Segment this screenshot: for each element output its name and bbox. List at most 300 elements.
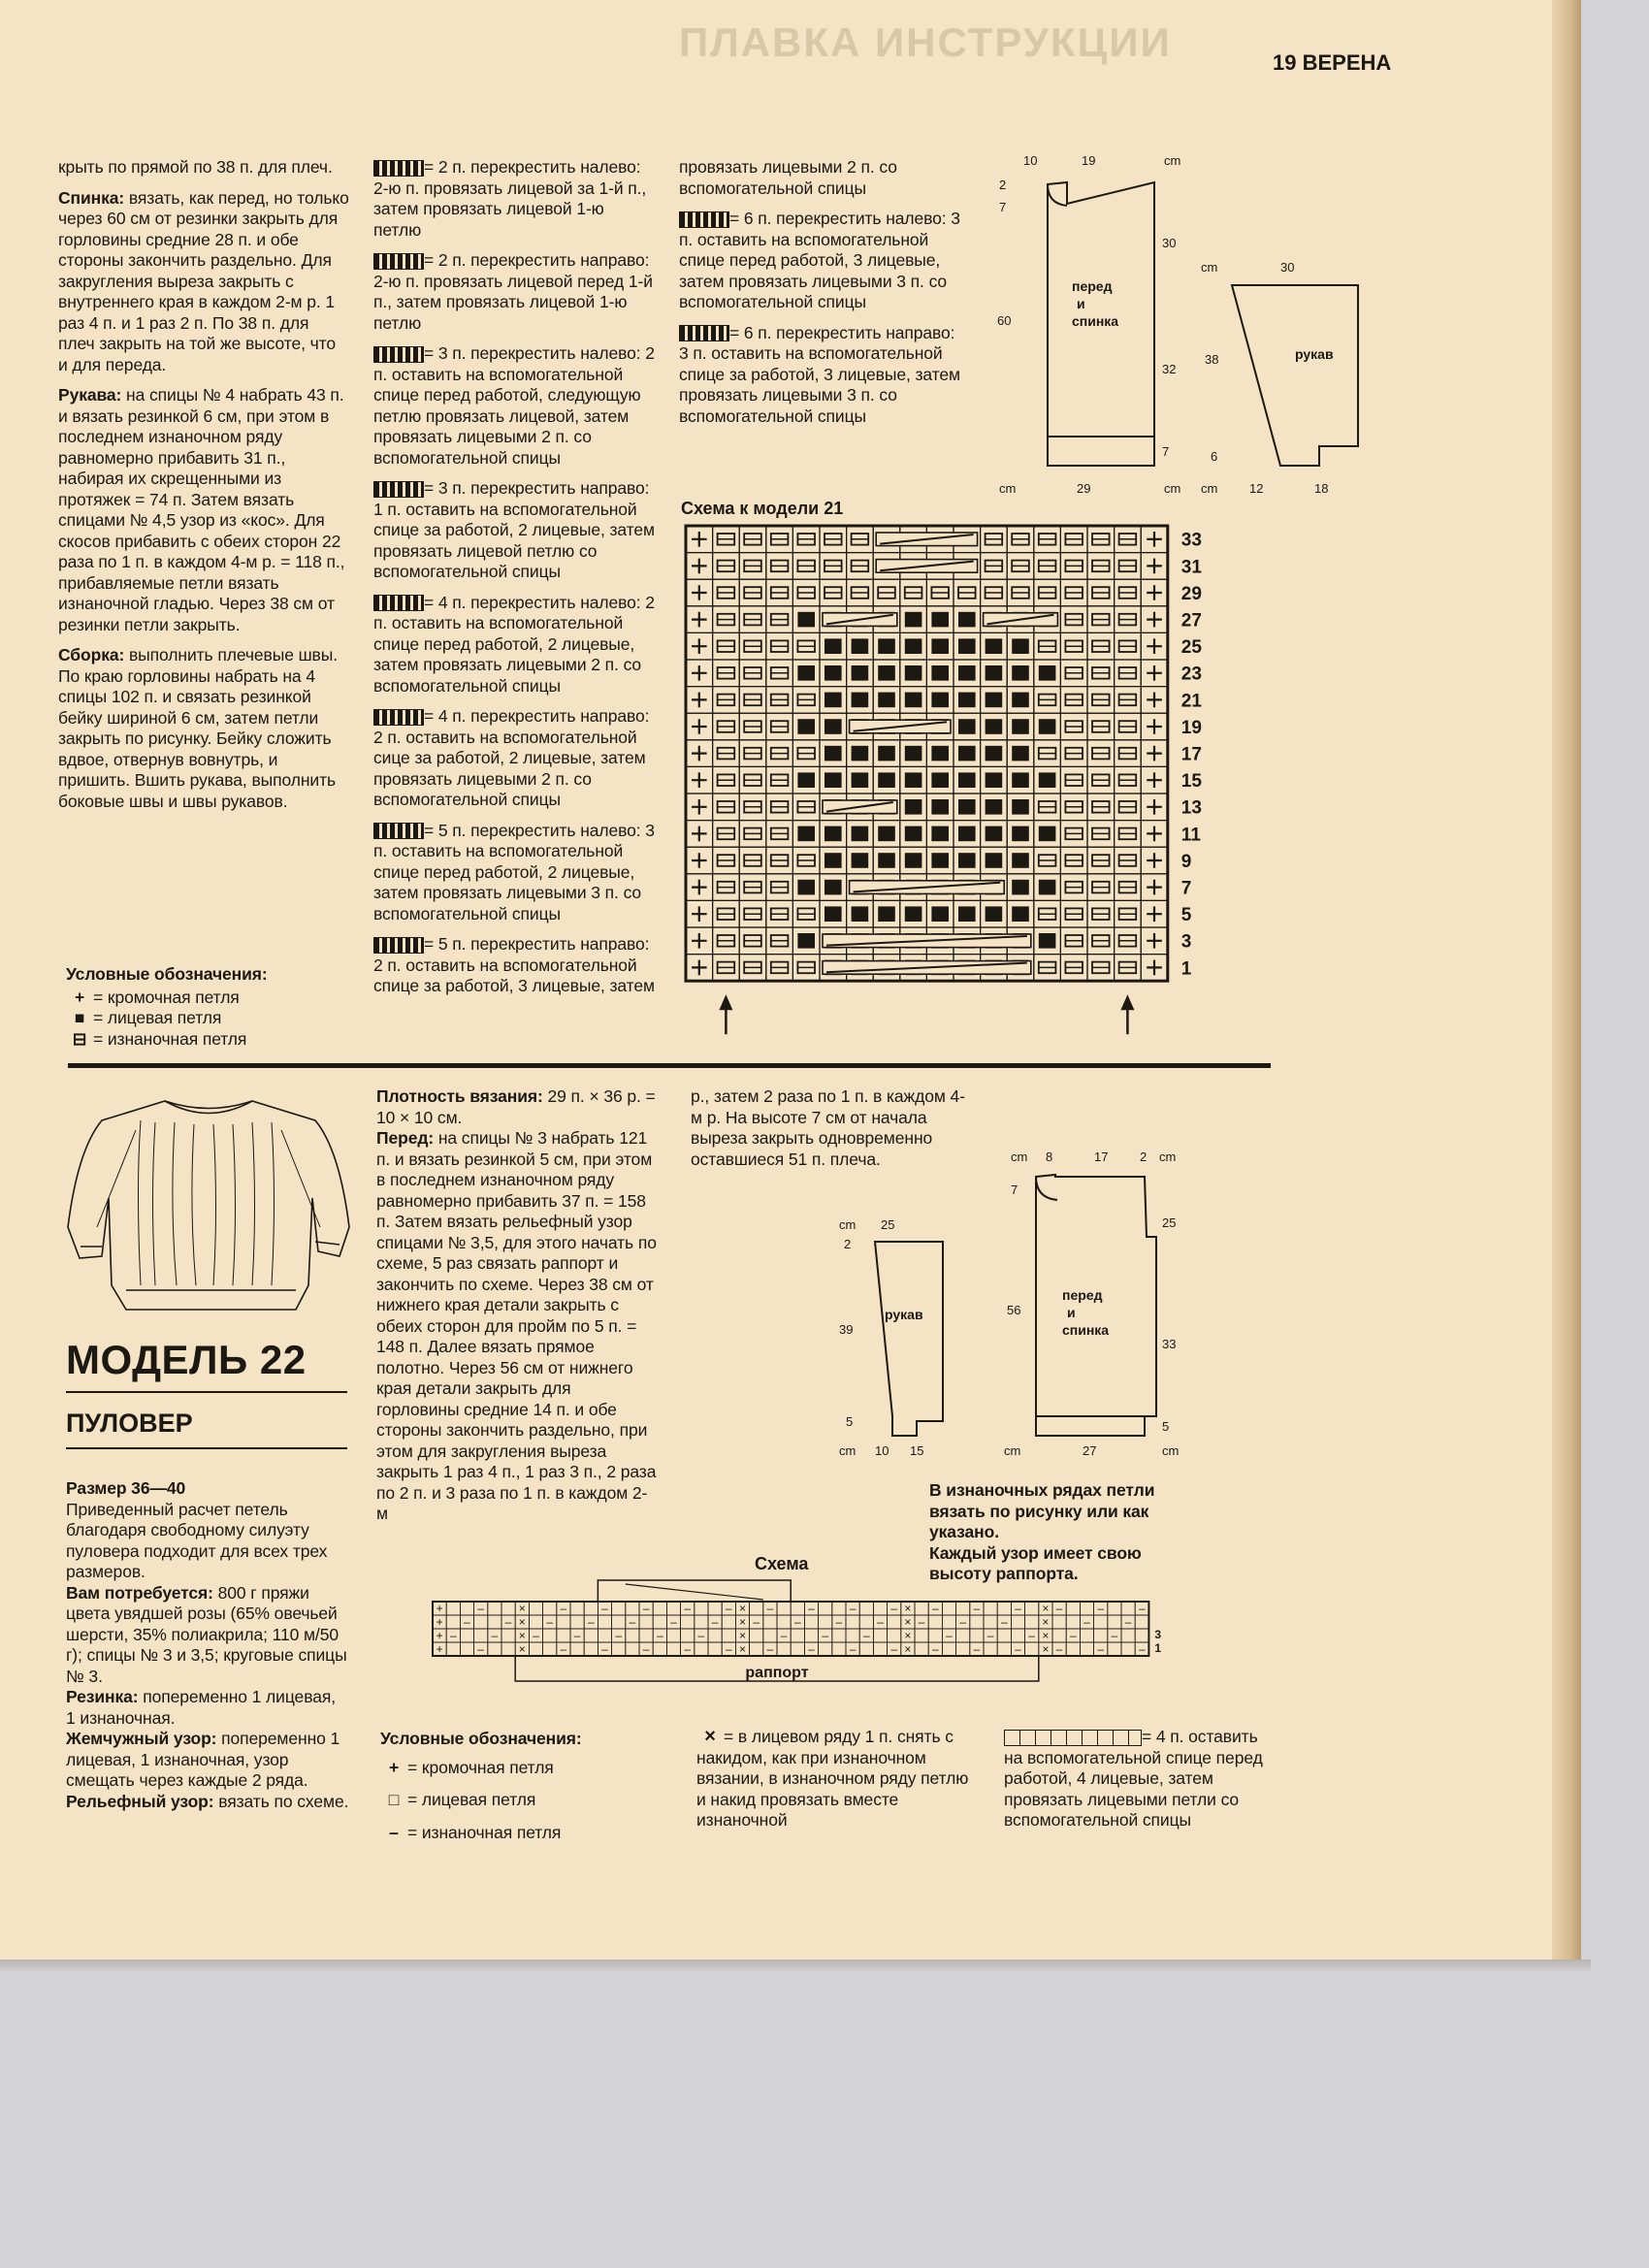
scheme-cell <box>681 1629 695 1642</box>
scheme-cell <box>653 1615 666 1629</box>
scheme-cell <box>859 1602 873 1615</box>
legend-item: + = кромочная петля <box>388 1757 554 1777</box>
row-number: 17 <box>1180 744 1202 765</box>
sweater-illustration <box>58 1091 359 1324</box>
svg-text:2: 2 <box>999 178 1007 192</box>
svg-text:17: 17 <box>1094 1150 1109 1164</box>
front-instructions: Перед: на спицы № 3 набрать 121 п. и вязать резинкой 5 см, при этом в последнем изнаночном ряду равномерно прибавить 37 п. = 158 п. Затем вязать рельефный узор спицами № 3,5, для этого начать по схеме, 5 раз связать раппорт и закончить по схеме. Через 38 см от нижнего края детали закрыть с обеих сторон для пройм по 5 п. = 148 п. Далее вязать прямое полотно. Через 56 см от нижнего края детали закрыть для горловины средние 14 п. и обе стороны закончить раздельно, при этом для закругления выреза закрыть 1 раз 4 п., 1 раз 3 п., 2 раза по 2 п. и 3 раза по 1 п. в каждом 2-м <box>376 1128 657 1523</box>
svg-text:+: + <box>436 1615 443 1629</box>
scheme-cell <box>984 1615 997 1629</box>
pearl-stitch: Жемчужный узор: попеременно 1 лицевая, 1 изнаночная, узор смещать через каждые 2 ряда. <box>66 1729 340 1790</box>
scheme-cell <box>1066 1615 1080 1629</box>
column-2 <box>373 157 655 1007</box>
scheme-cell <box>735 1602 749 1615</box>
notes <box>929 1480 1196 1585</box>
scheme-cell <box>888 1615 901 1629</box>
scheme-cell <box>819 1602 832 1615</box>
svg-text:8: 8 <box>1046 1150 1053 1164</box>
svg-text:27: 27 <box>1083 1443 1097 1458</box>
scheme-cell <box>598 1642 611 1656</box>
svg-text:–: – <box>546 1615 554 1629</box>
scheme-cell <box>446 1602 460 1615</box>
scheme-cell <box>515 1642 529 1656</box>
legend-item: ⊟ = изнаночная петля <box>72 1028 247 1049</box>
svg-text:–: – <box>464 1615 470 1629</box>
svg-text:–: – <box>560 1642 567 1656</box>
scheme-cell <box>460 1602 473 1615</box>
scheme-cell <box>1011 1615 1024 1629</box>
svg-text:–: – <box>931 1602 939 1615</box>
model22-column-2 <box>376 1086 658 1525</box>
rapport-label: раппорт <box>745 1665 809 1681</box>
svg-text:cm: cm <box>1162 1443 1180 1458</box>
svg-text:–: – <box>642 1642 650 1656</box>
scheme-cell <box>777 1615 791 1629</box>
scheme-cell <box>681 1602 695 1615</box>
svg-text:и: и <box>1067 1305 1076 1320</box>
scheme-cell <box>846 1602 859 1615</box>
paragraph-assembly: Сборка: выполнить плечевые швы. По краю горловины набрать на 4 спицы 102 п. и связать резинкой бейку шириной 6 см, затем петли закрыть по рисунку. Бейку сложить вдвое, отвернув вовнутрь, и пришить. Вшить рукава, выполнить боковые швы и швы рукавов. <box>58 645 338 811</box>
scheme-cell <box>1039 1615 1052 1629</box>
scheme-cell <box>984 1642 997 1656</box>
ghost-header: ПЛАВКА ИНСТРУКЦИИ <box>679 19 1172 65</box>
cable-legend: = 3 п. перекрестить налево: 2 п. оставить на вспомогательной спице перед работой, следующую петлю провязать лицевой, затем провязать лицевыми 2 п. со вспомогательной спицы <box>373 343 655 468</box>
scheme-cell <box>750 1642 763 1656</box>
svg-text:cm: cm <box>1164 153 1181 168</box>
scheme-cell <box>529 1602 542 1615</box>
scheme-cell <box>708 1629 722 1642</box>
scheme-cell <box>970 1629 984 1642</box>
scheme-cell <box>1066 1602 1080 1615</box>
scheme-cell <box>681 1642 695 1656</box>
scheme-cell <box>832 1642 846 1656</box>
svg-text:–: – <box>973 1602 981 1615</box>
scheme-cell <box>1011 1602 1024 1615</box>
scheme-cell <box>956 1642 970 1656</box>
scheme-cell <box>1094 1615 1108 1629</box>
svg-text:спинка: спинка <box>1062 1322 1110 1338</box>
svg-text:–: – <box>1000 1615 1008 1629</box>
arrow-up-icon <box>719 994 732 1034</box>
svg-text:–: – <box>822 1629 829 1642</box>
scheme-cell <box>1066 1642 1080 1656</box>
scheme-cell <box>1011 1629 1024 1642</box>
scheme-cell <box>1135 1602 1148 1615</box>
bar-legend: = 4 п. оставить на вспомогательной спице перед работой, 4 лицевые, затем провязать лицевыми петли со вспомогательной спицы <box>1004 1727 1263 1830</box>
svg-text:–: – <box>656 1629 663 1642</box>
scheme-cell <box>570 1642 584 1656</box>
scheme-cell <box>997 1602 1011 1615</box>
scheme-cell <box>488 1602 501 1615</box>
cable-icon <box>373 823 424 839</box>
scheme-cell <box>804 1629 818 1642</box>
scheme-cell <box>446 1629 460 1642</box>
scheme-cell <box>639 1602 653 1615</box>
cable-legend: = 5 п. перекрестить налево: 3 п. оставить на вспомогательной спице перед работой, 2 лицевые, затем провязать лицевыми 3 п. со вспомогательной спицы <box>373 820 655 923</box>
svg-text:–: – <box>1097 1602 1105 1615</box>
cable-legend: = 6 п. перекрестить налево: 3 п. оставить на вспомогательной спице перед работой, 3 лицевые, затем провязать лицевыми 3 п. со вспомогательной спицы <box>679 209 960 311</box>
x-legend: × = в лицевом ряду 1 п. снять с накидом, как при изнаночном вязании, в изнаночном ряду петлю и накид провязать вместе изнаночной <box>696 1726 969 1830</box>
scheme-cell <box>819 1629 832 1642</box>
svg-text:–: – <box>862 1629 870 1642</box>
svg-text:×: × <box>518 1602 526 1615</box>
cable-cross <box>850 720 951 733</box>
scheme-cell <box>612 1615 626 1629</box>
scheme-cell <box>804 1615 818 1629</box>
scheme-cell <box>846 1615 859 1629</box>
scheme-cell <box>557 1602 570 1615</box>
svg-text:cm: cm <box>839 1217 857 1232</box>
pattern-diagram-21 <box>989 146 1377 504</box>
cable-icon <box>373 160 424 177</box>
scheme-cell <box>984 1629 997 1642</box>
scheme-cell <box>639 1629 653 1642</box>
svg-text:–: – <box>711 1615 719 1629</box>
svg-text:–: – <box>890 1602 898 1615</box>
svg-text:×: × <box>904 1615 912 1629</box>
row-number: 15 <box>1180 771 1202 793</box>
scheme-cell <box>501 1615 515 1629</box>
svg-text:56: 56 <box>1007 1303 1021 1317</box>
scheme-cell <box>626 1642 639 1656</box>
scheme-cell <box>1066 1629 1080 1642</box>
scheme-cell <box>1080 1642 1093 1656</box>
svg-text:–: – <box>725 1642 732 1656</box>
svg-text:–: – <box>753 1615 760 1629</box>
svg-text:–: – <box>808 1642 815 1656</box>
scheme-cell <box>501 1642 515 1656</box>
scheme-cell <box>777 1602 791 1615</box>
scheme-cell <box>997 1642 1011 1656</box>
svg-text:×: × <box>1042 1629 1050 1642</box>
svg-text:×: × <box>904 1642 912 1656</box>
row-number: 31 <box>1180 557 1202 578</box>
materials: Вам потребуется: 800 г пряжи цвета увядшей розы (65% овечьей шерсти, 35% полиакрила; 110 м/50 г); спицы № 3 и 3,5; круговые спицы № 3. <box>66 1582 347 1686</box>
cable-legend: = 2 п. перекрестить направо: 2-ю п. провязать лицевой перед 1-й п., затем провязать лицевой 1-ю петлю <box>373 250 653 333</box>
svg-text:cm: cm <box>1201 260 1218 275</box>
scheme-cell <box>584 1629 598 1642</box>
scheme-cell <box>1094 1642 1108 1656</box>
scheme-cell <box>626 1615 639 1629</box>
row-number: 21 <box>1180 691 1202 712</box>
svg-text:–: – <box>1028 1629 1036 1642</box>
scheme-cell <box>474 1642 488 1656</box>
pattern-diagram-22 <box>795 1140 1203 1470</box>
svg-text:–: – <box>587 1615 595 1629</box>
svg-text:+: + <box>436 1629 443 1642</box>
svg-text:перед: перед <box>1062 1287 1103 1303</box>
svg-text:–: – <box>877 1615 884 1629</box>
scheme-cell <box>1080 1629 1093 1642</box>
scheme-cell <box>819 1642 832 1656</box>
legend-item: □ = лицевая петля <box>388 1790 536 1809</box>
scheme-cell <box>474 1629 488 1642</box>
svg-text:–: – <box>1124 1615 1132 1629</box>
scheme-cell <box>474 1615 488 1629</box>
cable-cross <box>850 881 1005 894</box>
scheme-cell <box>433 1629 446 1642</box>
cable-legend: = 6 п. перекрестить направо: 3 п. оставить на вспомогательной спице за работой, 3 лицевые, затем провязать лицевыми 3 п. со вспомогательной спицы <box>679 322 960 426</box>
svg-text:cm: cm <box>839 1443 857 1458</box>
svg-text:–: – <box>670 1615 677 1629</box>
scheme-cell <box>584 1615 598 1629</box>
scheme-cell <box>460 1642 473 1656</box>
svg-text:×: × <box>738 1642 747 1656</box>
svg-text:–: – <box>601 1642 608 1656</box>
section-divider <box>68 1063 1271 1068</box>
scheme-top-block <box>598 1580 791 1602</box>
svg-text:–: – <box>808 1602 815 1615</box>
cable-cross <box>876 560 977 573</box>
svg-text:–: – <box>1015 1642 1021 1656</box>
paragraph-back: Спинка: вязать, как перед, но только через 60 см от резинки закрыть для горловины средние 28 п. и обе стороны закончить раздельно. Для закругления выреза закрыть с внутреннего края в каждом 2-м р. 1 раз 4 п. и 1 раз 2 п. По 38 п. для плеч закрыть на той же высоте, что и для переда. <box>58 187 349 374</box>
scheme-cell <box>1121 1602 1135 1615</box>
row-number: 11 <box>1180 825 1201 846</box>
scheme-cell <box>1025 1629 1039 1642</box>
scheme-cell <box>708 1602 722 1615</box>
scheme-cell <box>873 1615 887 1629</box>
scheme-cell <box>666 1642 680 1656</box>
row-number: 9 <box>1180 851 1192 872</box>
scheme-cell <box>1121 1615 1135 1629</box>
svg-text:–: – <box>766 1602 774 1615</box>
scheme-cell <box>708 1615 722 1629</box>
row-number: 33 <box>1180 530 1202 551</box>
scheme-cell <box>722 1629 735 1642</box>
svg-text:×: × <box>518 1642 526 1656</box>
scheme-cell <box>501 1629 515 1642</box>
scheme-cell <box>543 1602 557 1615</box>
row-number: 1 <box>1154 1641 1162 1655</box>
svg-text:6: 6 <box>1211 449 1218 464</box>
scheme-cell <box>873 1642 887 1656</box>
scheme-cell <box>750 1629 763 1642</box>
scheme-cell <box>1108 1629 1121 1642</box>
scheme-cell <box>446 1642 460 1656</box>
scheme-cell <box>942 1602 955 1615</box>
cable-legend: = 4 п. перекрестить налево: 2 п. оставить на вспомогательной спице перед работой, 2 лицевые, затем провязать лицевыми 2 п. со вспомогательной спицы <box>373 592 655 696</box>
cable-legend: = 5 п. перекрестить направо: 2 п. оставить на вспомогательной спице за работой, 3 лицевые, затем <box>373 934 655 995</box>
rib-stitch: Резинка: попеременно 1 лицевая, 1 изнаночная. <box>66 1687 336 1728</box>
scheme-cell <box>433 1602 446 1615</box>
scheme-cell <box>777 1629 791 1642</box>
scheme-cell <box>570 1602 584 1615</box>
scheme-cell <box>446 1615 460 1629</box>
cable-cross <box>823 934 1031 948</box>
scheme-cell <box>1094 1602 1108 1615</box>
scheme-cell <box>543 1642 557 1656</box>
cable-legend: = 3 п. перекрестить направо: 1 п. оставить на вспомогательной спице за работой, 2 лицевые, затем провязать лицевой петлю со вспомогательной спицы <box>373 478 655 581</box>
scheme-cell <box>501 1602 515 1615</box>
scheme-cell <box>543 1629 557 1642</box>
svg-text:29: 29 <box>1077 481 1091 496</box>
scheme-cell <box>515 1615 529 1629</box>
cable-cross <box>876 533 977 546</box>
svg-text:×: × <box>738 1602 747 1615</box>
scheme-cell <box>956 1615 970 1629</box>
subtitle-rule <box>66 1447 347 1449</box>
legend-21 <box>66 964 357 1050</box>
scheme-cell <box>695 1642 708 1656</box>
size-label: Размер 36—40 <box>66 1478 186 1498</box>
legend-item: + = кромочная петля <box>74 987 240 1007</box>
scheme-cell <box>1080 1602 1093 1615</box>
scheme-cell <box>942 1629 955 1642</box>
svg-text:10: 10 <box>875 1443 889 1458</box>
svg-text:–: – <box>477 1642 485 1656</box>
svg-text:–: – <box>849 1602 857 1615</box>
svg-text:–: – <box>1055 1602 1063 1615</box>
scheme-cell <box>708 1642 722 1656</box>
svg-text:+: + <box>436 1642 443 1656</box>
scheme-cell <box>543 1615 557 1629</box>
svg-text:cm: cm <box>1011 1150 1028 1164</box>
svg-text:25: 25 <box>1162 1215 1177 1230</box>
scheme-cell <box>722 1615 735 1629</box>
scheme-cell <box>859 1629 873 1642</box>
scheme-cell <box>557 1629 570 1642</box>
cable-legend: = 2 п. перекрестить налево: 2-ю п. провязать лицевой за 1-й п., затем провязать лицевой 1-ю петлю <box>373 157 647 240</box>
svg-text:–: – <box>1138 1602 1146 1615</box>
svg-text:×: × <box>738 1615 747 1629</box>
svg-text:–: – <box>1069 1629 1077 1642</box>
row-number: 13 <box>1180 797 1202 819</box>
svg-text:–: – <box>793 1615 801 1629</box>
cable-cross <box>984 613 1058 627</box>
scheme-cell <box>763 1642 777 1656</box>
scheme-cell <box>1135 1642 1148 1656</box>
scheme-cell <box>722 1602 735 1615</box>
note: В изнаночных рядах петли вязать по рисунку или как указано. <box>929 1480 1155 1541</box>
svg-text:7: 7 <box>999 200 1007 214</box>
svg-text:–: – <box>986 1629 994 1642</box>
svg-text:–: – <box>1097 1642 1105 1656</box>
scheme-cell <box>915 1629 928 1642</box>
arrow-up-icon <box>1120 994 1134 1034</box>
scheme-cell <box>846 1629 859 1642</box>
scheme-cell <box>584 1602 598 1615</box>
row-number: 1 <box>1180 958 1192 980</box>
svg-text:–: – <box>890 1642 898 1656</box>
svg-text:+: + <box>436 1602 443 1615</box>
svg-text:×: × <box>904 1629 912 1642</box>
scheme-cell <box>804 1642 818 1656</box>
scheme-cell <box>570 1615 584 1629</box>
svg-text:2: 2 <box>1140 1150 1148 1164</box>
cable-diagonal <box>626 1584 763 1600</box>
svg-text:–: – <box>1111 1629 1118 1642</box>
scheme-title: Схема <box>755 1554 809 1573</box>
scheme-cell <box>433 1615 446 1629</box>
svg-text:–: – <box>725 1602 732 1615</box>
scheme-cell <box>584 1642 598 1656</box>
svg-text:30: 30 <box>1162 236 1177 250</box>
scheme-cell <box>901 1615 915 1629</box>
svg-text:и: и <box>1077 296 1085 311</box>
stitch-chart-21 <box>684 524 1227 1048</box>
scheme-cell <box>984 1602 997 1615</box>
scheme-cell <box>1108 1602 1121 1615</box>
scheme-cell <box>1011 1642 1024 1656</box>
svg-text:7: 7 <box>1162 444 1170 459</box>
svg-text:–: – <box>560 1602 567 1615</box>
scheme-cell <box>488 1629 501 1642</box>
scheme-cell <box>970 1602 984 1615</box>
scheme-cell <box>942 1615 955 1629</box>
svg-text:–: – <box>1138 1642 1146 1656</box>
scheme-cell <box>928 1629 942 1642</box>
page-edge <box>1552 0 1581 1969</box>
size-text: Приведенный расчет петель благодаря свободному силуэту пуловера подходит для всех трех размеров. <box>66 1499 328 1581</box>
scheme-cell <box>777 1642 791 1656</box>
cable-icon <box>679 325 729 341</box>
column-1 <box>58 157 349 822</box>
scheme-cell <box>695 1602 708 1615</box>
note: Каждый узор имеет свою высоту раппорта. <box>929 1542 1142 1583</box>
scheme-cell <box>1080 1615 1093 1629</box>
scheme-cell <box>1039 1602 1052 1615</box>
model22-column-1 <box>66 1478 349 1812</box>
cable-icon <box>373 595 424 611</box>
scheme-cell <box>433 1642 446 1656</box>
scheme-cell <box>515 1629 529 1642</box>
scheme-cell <box>928 1642 942 1656</box>
scheme-cell <box>598 1629 611 1642</box>
svg-text:10: 10 <box>1023 153 1038 168</box>
svg-text:–: – <box>491 1629 499 1642</box>
model-title: МОДЕЛЬ 22 <box>66 1337 307 1382</box>
scheme-cell <box>460 1615 473 1629</box>
scheme-cell <box>695 1629 708 1642</box>
svg-text:–: – <box>629 1615 636 1629</box>
svg-text:–: – <box>1055 1642 1063 1656</box>
svg-text:–: – <box>477 1602 485 1615</box>
scheme-cell <box>1052 1629 1066 1642</box>
cable-cross <box>823 961 1031 975</box>
scheme-cell <box>1052 1615 1066 1629</box>
paragraph: крыть по прямой по 38 п. для плеч. <box>58 157 333 177</box>
svg-text:–: – <box>780 1629 788 1642</box>
column-3 <box>679 157 960 437</box>
scheme-cell <box>598 1615 611 1629</box>
scheme-cell <box>846 1642 859 1656</box>
svg-text:15: 15 <box>910 1443 924 1458</box>
svg-text:cm: cm <box>999 481 1017 496</box>
cable-icon <box>373 253 424 270</box>
svg-text:×: × <box>1042 1602 1050 1615</box>
svg-text:×: × <box>1042 1615 1050 1629</box>
svg-text:32: 32 <box>1162 362 1177 376</box>
scheme-cell <box>653 1602 666 1615</box>
scheme-cell <box>873 1602 887 1615</box>
scheme-cell <box>901 1642 915 1656</box>
svg-text:–: – <box>573 1629 581 1642</box>
svg-text:18: 18 <box>1314 481 1329 496</box>
svg-text:–: – <box>918 1615 925 1629</box>
row-number: 3 <box>1180 931 1192 953</box>
scheme-cell <box>1121 1642 1135 1656</box>
svg-text:5: 5 <box>1162 1419 1170 1434</box>
scheme-cell <box>735 1629 749 1642</box>
scheme-cell <box>942 1642 955 1656</box>
scheme-cell <box>735 1615 749 1629</box>
scheme-cell <box>639 1615 653 1629</box>
svg-text:–: – <box>533 1629 539 1642</box>
model-subtitle: ПУЛОВЕР <box>66 1409 193 1438</box>
scheme-cell <box>1121 1629 1135 1642</box>
scheme-cell <box>997 1615 1011 1629</box>
scheme-cell <box>763 1629 777 1642</box>
